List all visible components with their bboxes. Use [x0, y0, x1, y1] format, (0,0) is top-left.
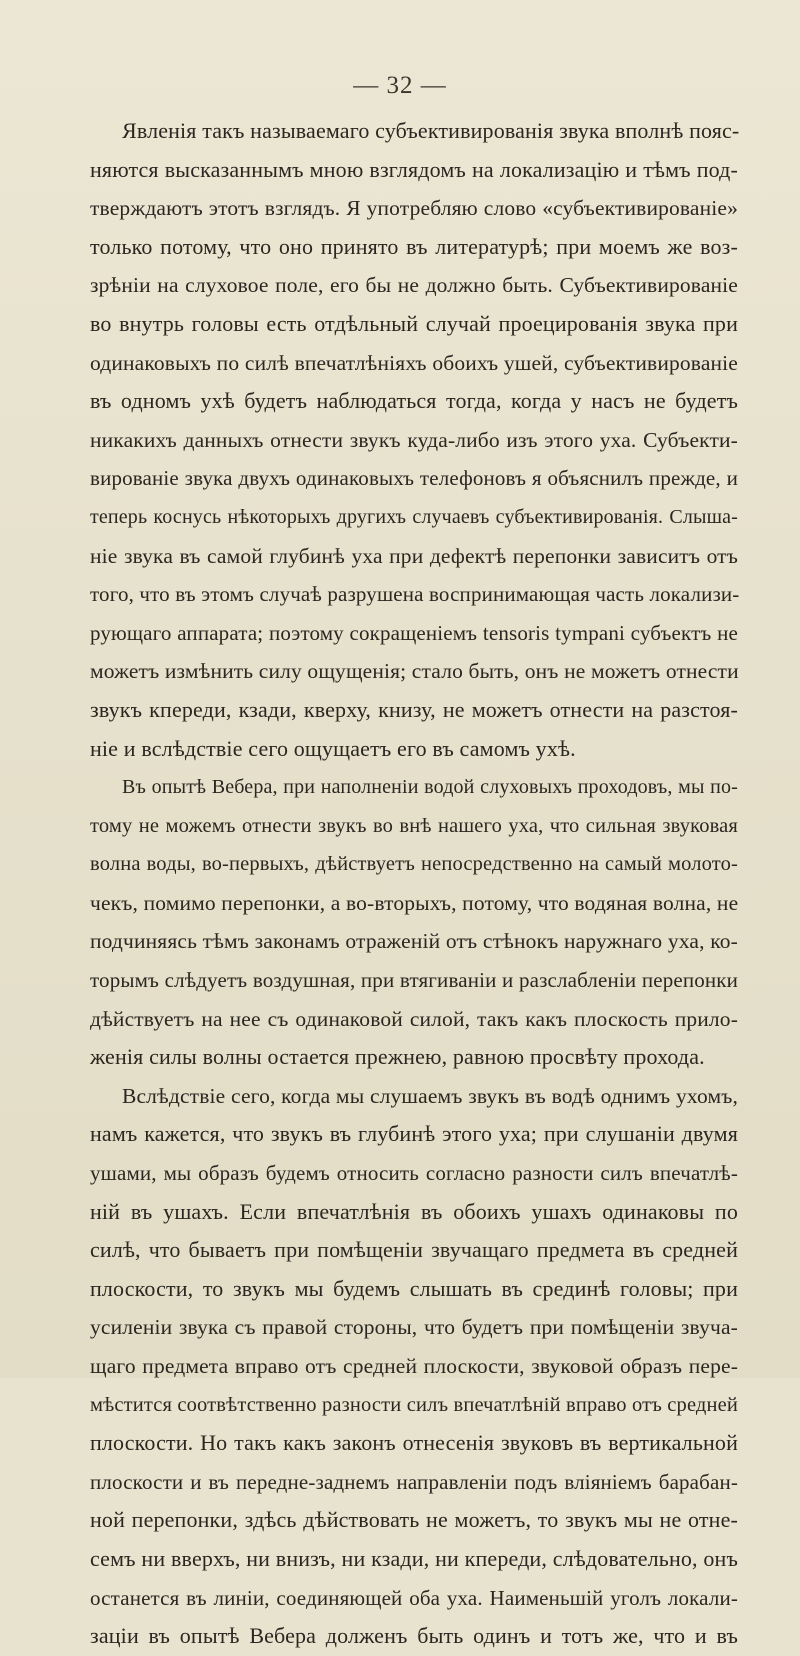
text-line: Явленія такъ называемаго субъективированія звука вполнѣ пояс-	[122, 118, 740, 143]
text-line: волна воды, во-первыхъ, дѣйствуетъ непосредственно на самый молото-	[90, 853, 738, 876]
text-line: Вслѣдствіе сего, когда мы слушаемъ звукъ въ водѣ однимъ ухомъ,	[122, 1083, 738, 1108]
text-line: звукъ кпереди, кзади, кверху, книзу, не можетъ отнести на разстоя-	[90, 696, 738, 722]
text-line: Въ опытѣ Вебера, при наполненіи водой слуховыхъ проходовъ, мы по-	[122, 776, 738, 799]
page-number: — 32 —	[353, 72, 447, 99]
text-line: плоскости, то звукъ мы будемъ слышать въ срединѣ головы; при	[90, 1275, 738, 1301]
text-line: вированіе звука двухъ одинаковыхъ телефоновъ я объяснилъ прежде, и	[90, 466, 738, 491]
text-line: того, что въ этомъ случаѣ разрушена воспринимающая часть локализи-	[90, 582, 740, 607]
text-line: заціи въ опытѣ Вебера долженъ быть одинъ и тотъ же, что и въ	[90, 1623, 738, 1649]
text-line: намъ кажется, что звукъ въ глубинѣ этого уха; при слушаніи двумя	[90, 1121, 738, 1147]
text-line: мѣстится соотвѣтственно разности силъ впечатлѣній вправо отъ средней	[90, 1393, 738, 1416]
text-line: ній въ ушахъ. Если впечатлѣнія въ обоихъ ушахъ одинаковы по	[90, 1198, 738, 1224]
text-line: семъ ни вверхъ, ни внизъ, ни кзади, ни кпереди, слѣдовательно, онъ	[90, 1545, 738, 1571]
text-line: тверждаютъ этотъ взглядъ. Я употребляю слово «субъективированіе»	[90, 196, 738, 221]
text-line: дѣйствуетъ на нее съ одинаковой силой, такъ какъ плоскость прило-	[90, 1006, 738, 1031]
text-line: подчиняясь тѣмъ законамъ отраженій отъ стѣнокъ наружнаго уха, ко-	[90, 929, 738, 954]
text-line: ніе звука въ самой глубинѣ уха при дефектѣ перепонки зависитъ отъ	[90, 543, 738, 568]
text-line: въ одномъ ухѣ будетъ наблюдаться тогда, когда у насъ не будетъ	[90, 388, 738, 414]
text-line: усиленіи звука съ правой стороны, что будетъ при помѣщеніи звуча-	[90, 1315, 738, 1340]
text-line: плоскости и въ передне-заднемъ направленіи подъ вліяніемъ барабан-	[90, 1469, 738, 1494]
text-line: чекъ, помимо перепонки, а во-вторыхъ, потому, что водяная волна, не	[90, 890, 739, 915]
text-line: можетъ измѣнить силу ощущенія; стало быть, онъ не можетъ отнести	[90, 659, 739, 684]
text-line: женія силы волны остается прежнею, равною просвѣту прохода.	[90, 1044, 705, 1070]
text-line: останется въ линіи, соединяющей оба уха. Наименьшій уголъ локали-	[90, 1585, 738, 1610]
text-line: зрѣніи на слуховое поле, его бы не должно быть. Субъективированіе	[90, 273, 738, 298]
text-line: няются высказаннымъ мною взглядомъ на локализацію и тѣмъ под-	[90, 156, 738, 182]
text-line: во внутрь головы есть отдѣльный случай проецированія звука при	[90, 310, 738, 336]
text-line: тому не можемъ отнести звукъ во внѣ нашего уха, что сильная звуковая	[90, 814, 738, 837]
text-line: силѣ, что бываетъ при помѣщеніи звучащаго предмета въ средней	[90, 1237, 738, 1263]
text-line: ной перепонки, здѣсь дѣйствовать не можетъ, то звукъ мы не отне-	[90, 1507, 738, 1533]
text-line: теперь коснусь нѣкоторыхъ другихъ случаевъ субъективированія. Слыша-	[90, 505, 738, 528]
text-line: только потому, что оно принято въ литературѣ; при моемъ же воз-	[90, 233, 738, 259]
body-text	[90, 112, 738, 1656]
text-line: никакихъ данныхъ отнести звукъ куда-либо изъ этого уха. Субъекти-	[90, 427, 738, 452]
text-line: одинаковыхъ по силѣ впечатлѣніяхъ обоихъ ушей, субъективированіе	[90, 350, 738, 375]
text-line: торымъ слѣдуетъ воздушная, при втягиваніи и разслабленіи перепонки	[90, 968, 738, 993]
text-line: плоскости. Но такъ какъ законъ отнесенія звуковъ въ вертикальной	[90, 1430, 738, 1456]
text-line: ушами, мы образъ будемъ относить согласно разности силъ впечатлѣ-	[90, 1161, 738, 1186]
text-line: щаго предмета вправо отъ средней плоскости, звуковой образъ пере-	[90, 1354, 738, 1378]
text-line: рующаго аппарата; поэтому сокращеніемъ tensoris tympani субъектъ не	[90, 620, 738, 645]
text-line: ніе и вслѣдствіе сего ощущаетъ его въ самомъ ухѣ.	[90, 735, 576, 761]
